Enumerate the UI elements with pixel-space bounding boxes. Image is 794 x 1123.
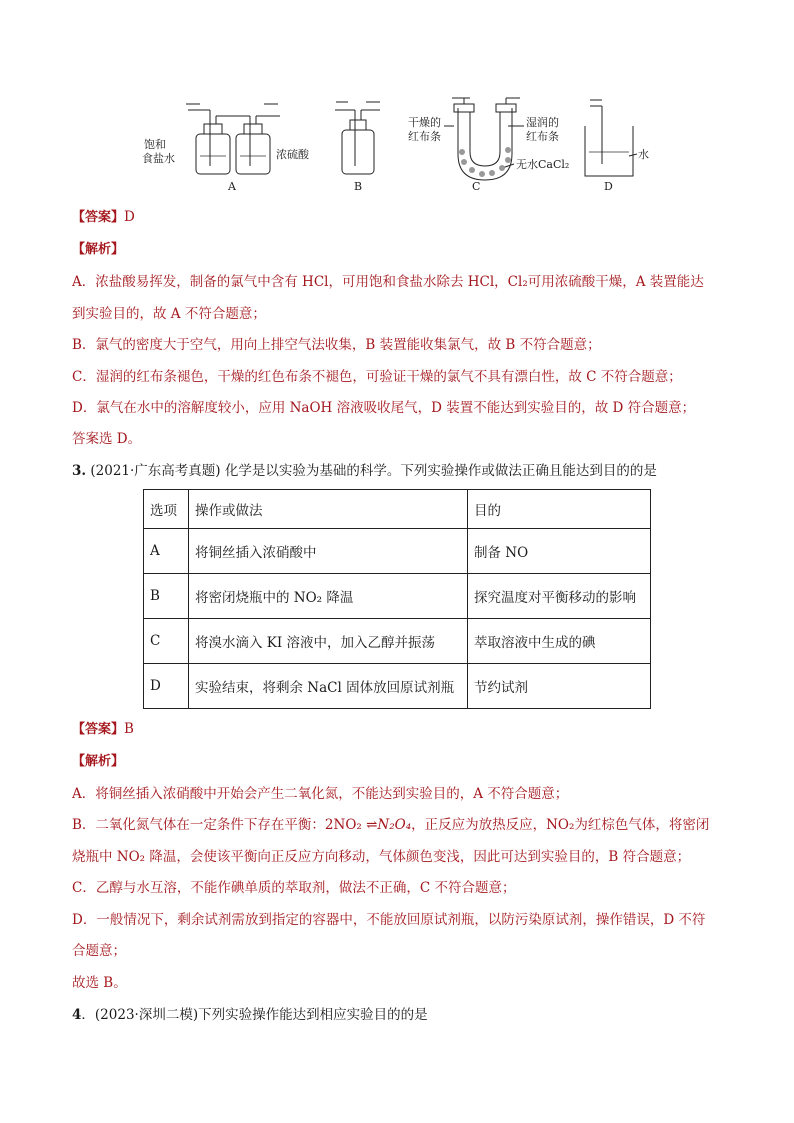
label-apparatus-c: C	[472, 180, 481, 193]
q3-analysis-line-d1: D．一般情况下，剩余试剂需放到指定的容器中，不能放回原试剂瓶，以防污染原试剂，操作错误，D 不符	[72, 912, 706, 928]
header-operation: 操作或做法	[189, 490, 468, 529]
row-d-operation: 实验结束，将剩余 NaCl 固体放回原试剂瓶	[189, 664, 468, 709]
header-purpose: 目的	[468, 490, 651, 529]
label-saturated-salt-2: 食盐水	[142, 152, 175, 165]
answer-tag: 【答案】	[72, 210, 125, 225]
label-water: 水	[638, 148, 649, 161]
analysis-tag: 【解析】	[72, 754, 125, 769]
row-a-option: A	[144, 529, 189, 574]
apparatus-diagram	[140, 96, 660, 196]
label-conc-sulfuric: 浓硫酸	[276, 148, 309, 161]
label-apparatus-a: A	[228, 180, 236, 193]
q2-analysis-tag-line	[72, 240, 732, 259]
label-wet-cloth-1: 湿润的	[526, 116, 559, 129]
q3-stem	[72, 462, 732, 480]
q3-analysis-tag-line	[72, 752, 732, 771]
q2-analysis-line-1: A．浓盐酸易挥发，制备的氯气中含有 HCl，可用饱和食盐水除去 HCl，Cl₂可用浓硫酸干燥，A 装置能达	[72, 274, 704, 290]
q4-stem-text: ．(2023·深圳二模)下列实验操作能达到相应实验目的的是	[81, 1007, 428, 1023]
q2-analysis-line-6: 答案选 D。	[72, 431, 142, 447]
q3-conclusion: 故选 B。	[72, 975, 127, 991]
q3-analysis-line-b1	[72, 816, 732, 834]
q3-options-table	[143, 489, 651, 709]
row-a-purpose: 制备 NO	[468, 529, 651, 574]
label-apparatus-b: B	[354, 180, 363, 193]
label-wet-cloth-2: 红布条	[526, 130, 559, 143]
row-b-purpose: 探究温度对平衡移动的影响	[468, 574, 651, 619]
q3-analysis-line-a: A．将铜丝插入浓硝酸中开始会产生二氧化氮，不能达到实验目的，A 不符合题意；	[72, 786, 569, 802]
q3-source: (2021·广东高考真题)	[90, 463, 221, 479]
line-b1-pre: B．二氧化氮气体在一定条件下存在平衡：2NO₂ ⇌	[72, 817, 378, 833]
header-option: 选项	[144, 490, 189, 529]
table-row	[144, 664, 651, 709]
row-c-operation: 将溴水滴入 KI 溶液中，加入乙醇并振荡	[189, 619, 468, 664]
row-c-purpose: 萃取溶液中生成的碘	[468, 619, 651, 664]
label-dry-cloth-1: 干燥的	[408, 116, 441, 129]
q3-answer-line	[72, 720, 732, 739]
row-c-option: C	[144, 619, 189, 664]
q2-answer-line	[72, 208, 732, 227]
table-row	[144, 619, 651, 664]
q2-analysis-line-3: B．氯气的密度大于空气，用向上排空气法收集，B 装置能收集氯气，故 B 不符合题意；	[72, 337, 601, 353]
q2-analysis-line-4: C．湿润的红布条褪色，干燥的红色布条不褪色，可验证干燥的氯气不具有漂白性，故 C 不符合题意；	[72, 369, 682, 385]
q2-analysis-line-5: D．氯气在水中的溶解度较小，应用 NaOH 溶液吸收尾气，D 装置不能达到实验目的，故 D 符合题意；	[72, 400, 696, 416]
label-cacl2: 无水CaCl₂	[516, 158, 570, 171]
q3-analysis-line-c: C．乙醇与水互溶，不能作碘单质的萃取剂，做法不正确，C 不符合题意；	[72, 880, 516, 896]
label-saturated-salt-1: 饱和	[144, 138, 166, 151]
label-dry-cloth-2: 红布条	[408, 130, 441, 143]
apparatus-figure	[140, 96, 660, 196]
q3-stem-text: 化学是以实验为基础的科学。下列实验操作或做法正确且能达到目的的是	[224, 463, 657, 479]
q3-analysis-line-d2: 合题意；	[72, 943, 126, 959]
table-row	[144, 574, 651, 619]
analysis-tag: 【解析】	[72, 242, 125, 257]
row-a-operation: 将铜丝插入浓硝酸中	[189, 529, 468, 574]
label-apparatus-d: D	[604, 180, 613, 193]
answer-value: D	[124, 209, 135, 225]
row-b-option: B	[144, 574, 189, 619]
line-b1-post: ，正反应为放热反应，NO₂为红棕色气体，将密闭	[411, 817, 710, 833]
q4-number: 4	[72, 1007, 82, 1023]
q3-analysis-line-b2: 烧瓶中 NO₂ 降温，会使该平衡向正反应方向移动，气体颜色变浅，因此可达到实验目的，B 符合题意；	[72, 849, 691, 865]
table-row	[144, 529, 651, 574]
table-header-row	[144, 490, 651, 529]
q2-analysis-line-2: 到实验目的，故 A 不符合题意；	[72, 306, 266, 322]
row-d-option: D	[144, 664, 189, 709]
answer-value: B	[124, 721, 134, 737]
answer-tag: 【答案】	[72, 722, 125, 737]
formula-n2o4: N₂O₄	[377, 817, 412, 833]
row-b-operation: 将密闭烧瓶中的 NO₂ 降温	[189, 574, 468, 619]
q4-stem	[72, 1006, 732, 1024]
q3-number: 3.	[72, 463, 87, 479]
row-d-purpose: 节约试剂	[468, 664, 651, 709]
